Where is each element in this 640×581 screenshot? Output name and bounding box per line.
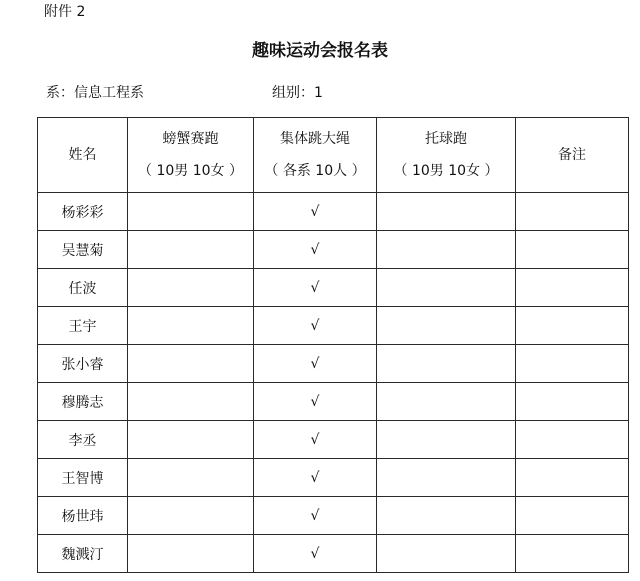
cell-name: 王智博 xyxy=(38,459,128,497)
table-row xyxy=(38,535,629,573)
cell-notes xyxy=(516,231,629,269)
cell-rope-skipping: √ xyxy=(254,383,377,421)
col-header-rope-skipping-sub: （ 各系 10人 ） xyxy=(264,163,366,179)
cell-notes xyxy=(516,497,629,535)
col-header-ball-run xyxy=(377,118,516,193)
attachment-label: 附件 2 xyxy=(44,4,86,20)
cell-rope-skipping: √ xyxy=(254,459,377,497)
table-row xyxy=(38,421,629,459)
cell-name: 王宇 xyxy=(38,307,128,345)
cell-name: 李丞 xyxy=(38,421,128,459)
cell-rope-skipping: √ xyxy=(254,535,377,573)
table-row xyxy=(38,497,629,535)
cell-name: 杨彩彩 xyxy=(38,193,128,231)
table-row xyxy=(38,269,629,307)
cell-ball-run xyxy=(377,535,516,573)
cell-ball-run xyxy=(377,231,516,269)
cell-name: 任波 xyxy=(38,269,128,307)
cell-notes xyxy=(516,307,629,345)
cell-rope-skipping: √ xyxy=(254,269,377,307)
cell-crab-race xyxy=(128,459,254,497)
col-header-crab-race xyxy=(128,118,254,193)
col-header-crab-race-title: 螃蟹赛跑 xyxy=(162,131,219,147)
cell-crab-race xyxy=(128,345,254,383)
cell-name: 穆腾志 xyxy=(38,383,128,421)
cell-rope-skipping: √ xyxy=(254,345,377,383)
cell-notes xyxy=(516,269,629,307)
col-header-crab-race-sub: （ 10男 10女 ） xyxy=(138,163,243,179)
header-row xyxy=(38,118,629,193)
cell-crab-race xyxy=(128,307,254,345)
cell-notes xyxy=(516,193,629,231)
table-row xyxy=(38,345,629,383)
cell-ball-run xyxy=(377,421,516,459)
cell-crab-race xyxy=(128,497,254,535)
cell-rope-skipping: √ xyxy=(254,231,377,269)
table-row xyxy=(38,383,629,421)
cell-name: 魏溅汀 xyxy=(38,535,128,573)
cell-notes xyxy=(516,421,629,459)
cell-ball-run xyxy=(377,497,516,535)
col-header-name-title: 姓名 xyxy=(68,147,97,163)
cell-notes xyxy=(516,459,629,497)
col-header-ball-run-title: 托球跑 xyxy=(425,131,467,147)
cell-crab-race xyxy=(128,535,254,573)
registration-table xyxy=(37,117,629,573)
cell-ball-run xyxy=(377,269,516,307)
table-row xyxy=(38,193,629,231)
cell-notes xyxy=(516,345,629,383)
table-row xyxy=(38,307,629,345)
table-body xyxy=(38,193,629,573)
cell-ball-run xyxy=(377,345,516,383)
cell-notes xyxy=(516,383,629,421)
cell-name: 杨世玮 xyxy=(38,497,128,535)
col-header-rope-skipping-title: 集体跳大绳 xyxy=(280,131,350,147)
cell-crab-race xyxy=(128,193,254,231)
cell-crab-race xyxy=(128,269,254,307)
col-header-rope-skipping xyxy=(254,118,377,193)
cell-rope-skipping: √ xyxy=(254,307,377,345)
col-header-ball-run-sub: （ 10男 10女 ） xyxy=(393,163,499,179)
cell-notes xyxy=(516,535,629,573)
department-label: 系：信息工程系 xyxy=(46,85,144,101)
table-row xyxy=(38,231,629,269)
table-header xyxy=(38,118,629,193)
col-header-notes xyxy=(516,118,629,193)
cell-crab-race xyxy=(128,231,254,269)
group-label: 组别：1 xyxy=(272,85,323,101)
cell-rope-skipping: √ xyxy=(254,497,377,535)
table-row xyxy=(38,459,629,497)
col-header-name xyxy=(38,118,128,193)
page-title: 趣味运动会报名表 xyxy=(252,41,388,61)
cell-ball-run xyxy=(377,459,516,497)
cell-crab-race xyxy=(128,421,254,459)
cell-name: 张小睿 xyxy=(38,345,128,383)
cell-ball-run xyxy=(377,383,516,421)
cell-rope-skipping: √ xyxy=(254,421,377,459)
cell-ball-run xyxy=(377,307,516,345)
col-header-notes-title: 备注 xyxy=(558,147,586,163)
cell-ball-run xyxy=(377,193,516,231)
cell-crab-race xyxy=(128,383,254,421)
cell-rope-skipping: √ xyxy=(254,193,377,231)
cell-name: 吴慧菊 xyxy=(38,231,128,269)
